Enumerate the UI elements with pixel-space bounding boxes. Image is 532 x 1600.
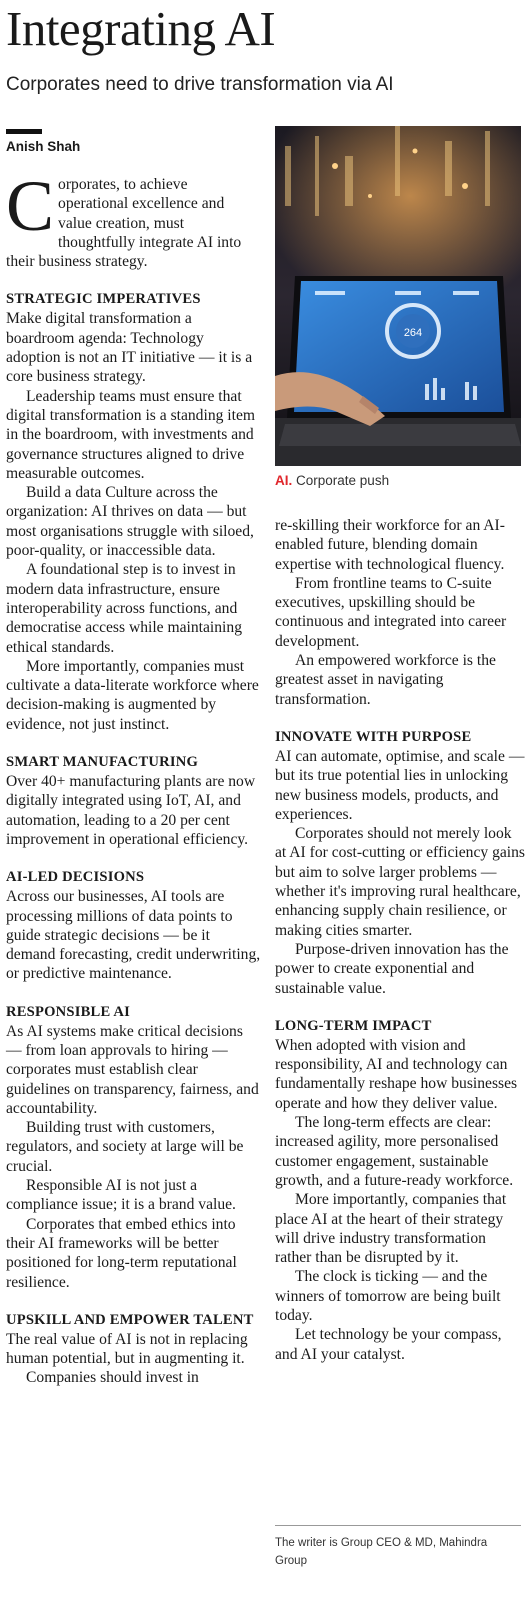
paragraph: An empowered workforce is the greatest asset in navigating transformation. <box>275 652 496 708</box>
paragraph: As AI systems make critical decisions — from loan approvals to hiring — corporates must establish clear guidelines on transparency, fairness, and accountability. <box>6 1022 259 1117</box>
paragraph: Corporates should not merely look at AI for cost-cutting or efficiency gains but aim to solve larger problems — whether it's improving rural healthcare, enhancing supply chain resilience, or making cities smarter. <box>275 825 525 939</box>
paragraph: Building trust with customers, regulators, and society at large will be crucial. <box>6 1119 244 1175</box>
author-byline: Anish Shah <box>6 139 81 154</box>
paragraph: Make digital transformation a boardroom agenda: Technology adoption is not an IT initiative — it is a core business strategy. <box>6 310 253 386</box>
paragraph: From frontline teams to C-suite executives, upskilling should be continuous and integrated into career development. <box>275 574 507 650</box>
headline: Integrating AI <box>6 1 276 56</box>
article-photo <box>275 126 521 466</box>
paragraph: A foundational step is to invest in modern data infrastructure, ensure interoperability across functions, and democratise access while maintaining ethical standards. <box>6 561 242 656</box>
paragraph: The real value of AI is not in replacing human potential, but in augmenting it. <box>6 1330 248 1368</box>
laptop-ai-illustration <box>275 126 521 466</box>
paragraph: Across our businesses, AI tools are processing millions of data points to guide strategic decisions — be it demand forecasting, credit underwriting, or predictive maintenance. <box>6 888 261 983</box>
photo-caption <box>275 473 389 488</box>
section-heading: RESPONSIBLE AI <box>6 1003 131 1020</box>
drop-cap: C <box>6 166 55 246</box>
left-column <box>6 166 261 1388</box>
subheadline: Corporates need to drive transformation via AI <box>6 74 394 95</box>
paragraph: Build a data Culture across the organization: AI thrives on data — but most organisations struggle with siloed, poor-quality, or inaccessible data. <box>6 484 254 560</box>
paragraph: The long-term effects are clear: increased agility, more personalised customer engagement, sustainable growth, and a future-ready workforce. <box>275 1114 514 1189</box>
byline-rule <box>6 129 42 134</box>
intro-paragraph <box>6 166 261 271</box>
paragraph: re-skilling their workforce for an AI-enabled future, blending domain expertise with technological fluency. <box>275 517 505 573</box>
writer-note: The writer is Group CEO & MD, Mahindra Group <box>275 1537 488 1567</box>
section-heading: SMART MANUFACTURING <box>6 754 199 771</box>
right-column <box>275 516 525 1364</box>
paragraph: When adopted with vision and responsibility, AI and technology can fundamentally reshape how businesses operate and how they deliver value. <box>275 1036 518 1112</box>
section-heading: LONG-TERM IMPACT <box>275 1017 432 1034</box>
paragraph: Over 40+ manufacturing plants are now digitally integrated using IoT, AI, and automation, leading to a 20 per cent improvement in operational efficiency. <box>6 773 256 848</box>
section-heading: AI-LED DECISIONS <box>6 869 145 886</box>
paragraph: The clock is ticking — and the winners of tomorrow are being built today. <box>275 1268 501 1324</box>
section-heading: UPSKILL AND EMPOWER TALENT <box>6 1311 254 1328</box>
section-heading: STRATEGIC IMPERATIVES <box>6 291 201 308</box>
paragraph: Responsible AI is not just a compliance issue; it is a brand value. <box>6 1177 236 1214</box>
paragraph: Companies should invest in <box>26 1369 199 1387</box>
paragraph: Corporates that embed ethics into their AI frameworks will be better positioned for long-term reputational resilience. <box>6 1215 237 1291</box>
paragraph: Leadership teams must ensure that digital transformation is a standing item in the boardroom, with investments and governance structures aligned to drive measurable outcomes. <box>6 387 256 482</box>
intro-text: orporates, to achieve operational excellence and value creation, must thoughtfully integrate AI into their business strategy. <box>6 176 242 271</box>
paragraph: AI can automate, optimise, and scale — but its true potential lies in unlocking new business models, products, and experiences. <box>275 747 525 823</box>
section-heading: INNOVATE WITH PURPOSE <box>275 728 472 745</box>
writer-rule <box>275 1525 521 1526</box>
screen-value: 264 <box>403 327 423 339</box>
paragraph: More importantly, companies that place AI at the heart of their strategy will drive industry transformation rather than be disrupted by it. <box>275 1191 507 1267</box>
caption-tag: AI. <box>275 473 293 488</box>
caption-text: Corporate push <box>292 473 390 488</box>
paragraph: Purpose-driven innovation has the power to create exponential and sustainable value. <box>275 940 509 997</box>
paragraph: More importantly, companies must cultivate a data-literate workforce where decision-making is augmented by evidence, not just instinct. <box>6 657 259 733</box>
paragraph: Let technology be your compass, and AI your catalyst. <box>275 1326 502 1363</box>
